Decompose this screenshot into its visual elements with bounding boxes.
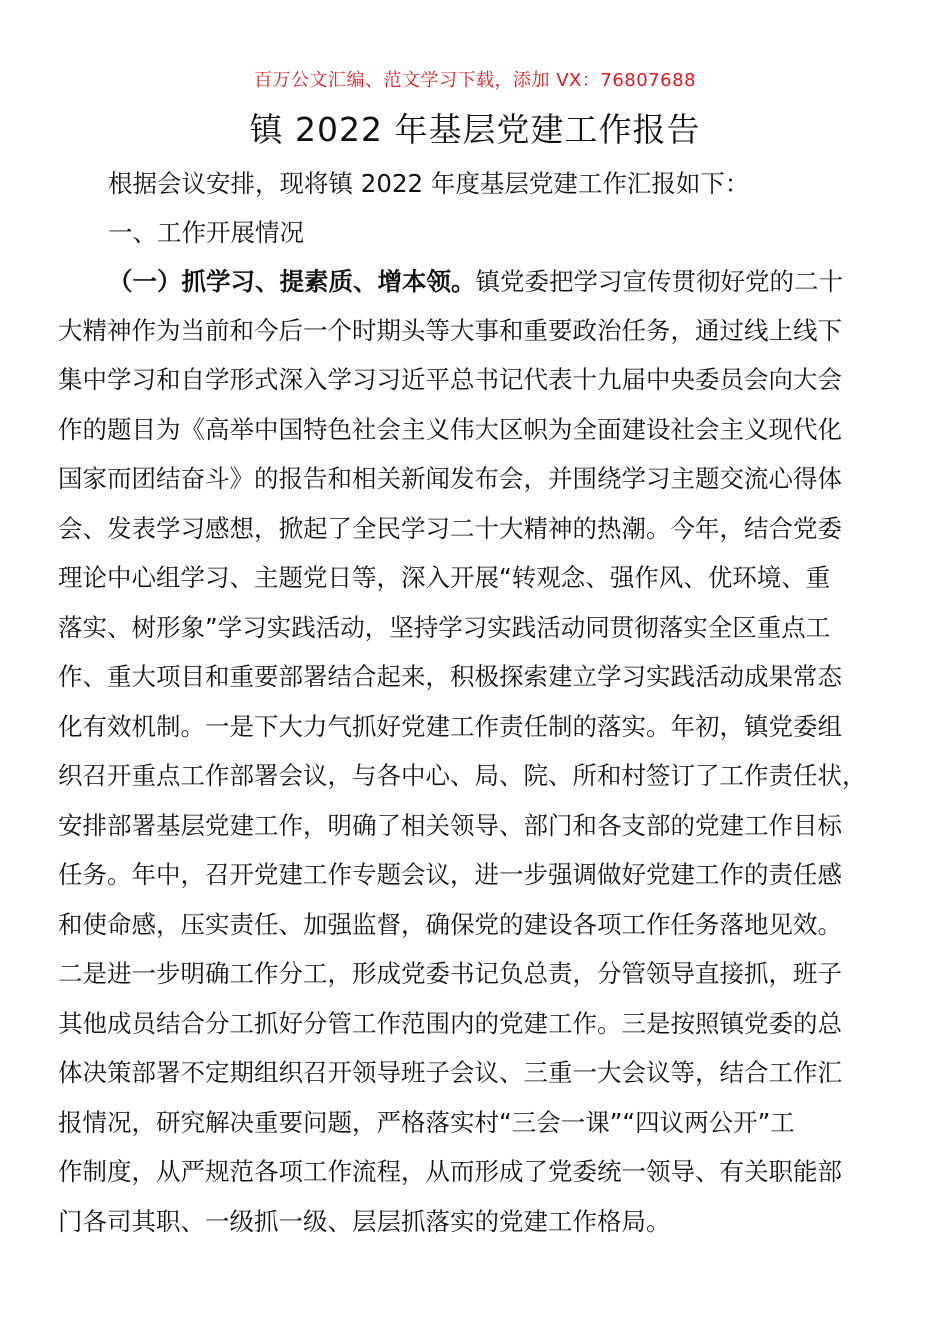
intro-paragraph: 根据会议安排，现将镇 2022 年度基层党建工作汇报如下： bbox=[108, 169, 750, 198]
paragraph-line: 落实、树形象”学习实践活动，坚持学习实践活动同贯彻落实全区重点工 bbox=[58, 613, 831, 642]
paragraph-line: 集中学习和自学形式深入学习习近平总书记代表十九届中央委员会向大会 bbox=[58, 365, 842, 394]
section-heading: 一、工作开展情况 bbox=[108, 218, 304, 247]
subsection-heading: （一）抓学习、提素质、增本领。 bbox=[108, 267, 476, 296]
paragraph-line: 体决策部署不定期组织召开领导班子会议、三重一大会议等，结合工作汇 bbox=[58, 1058, 842, 1087]
paragraph-line bbox=[108, 264, 843, 300]
paragraph-line: 二是进一步明确工作分工，形成党委书记负总责，分管领导直接抓，班子 bbox=[58, 959, 842, 988]
paragraph-line: 作的题目为《高举中国特色社会主义伟大区帜为全面建设社会主义现代化 bbox=[58, 415, 842, 444]
paragraph-line: 国家而团结奋斗》的报告和相关新闻发布会，并围绕学习主题交流心得体 bbox=[58, 464, 842, 493]
paragraph-line: 其他成员结合分工抓好分管工作范围内的党建工作。三是按照镇党委的总 bbox=[58, 1009, 842, 1038]
paragraph-line: 织召开重点工作部署会议，与各中心、局、院、所和村签订了工作责任状， bbox=[58, 761, 867, 790]
document-title: 镇 2022 年基层党建工作报告 bbox=[249, 110, 701, 149]
paragraph-line: 理论中心组学习、主题党日等，深入开展“转观念、强作风、优环境、重 bbox=[58, 563, 831, 592]
paragraph-line-text: 镇党委把学习宣传贯彻好党的二十 bbox=[475, 267, 843, 296]
paragraph-line: 作、重大项目和重要部署结合起来，积极探索建立学习实践活动成果常态 bbox=[58, 662, 842, 691]
paragraph-line: 大精神作为当前和今后一个时期头等大事和重要政治任务，通过线上线下 bbox=[58, 316, 842, 345]
paragraph-line: 和使命感，压实责任、加强监督，确保党的建设各项工作任务落地见效。 bbox=[58, 910, 842, 939]
header-promo-note: 百万公文汇编、范文学习下载，添加 VX：76807688 bbox=[254, 70, 696, 91]
paragraph-line: 作制度，从严规范各项工作流程，从而形成了党委统一领导、有关职能部 bbox=[58, 1157, 842, 1186]
paragraph-line: 报情况，研究解决重要问题，严格落实村“三会一课”“四议两公开”工 bbox=[58, 1108, 795, 1137]
paragraph-line: 化有效机制。一是下大力气抓好党建工作责任制的落实。年初，镇党委组 bbox=[58, 712, 842, 741]
paragraph-line: 门各司其职、一级抓一级、层层抓落实的党建工作格局。 bbox=[58, 1207, 671, 1236]
paragraph-line: 任务。年中，召开党建工作专题会议，进一步强调做好党建工作的责任感 bbox=[58, 860, 842, 889]
paragraph-line: 安排部署基层党建工作，明确了相关领导、部门和各支部的党建工作目标 bbox=[58, 811, 842, 840]
paragraph-line: 会、发表学习感想，掀起了全民学习二十大精神的热潮。今年，结合党委 bbox=[58, 514, 842, 543]
